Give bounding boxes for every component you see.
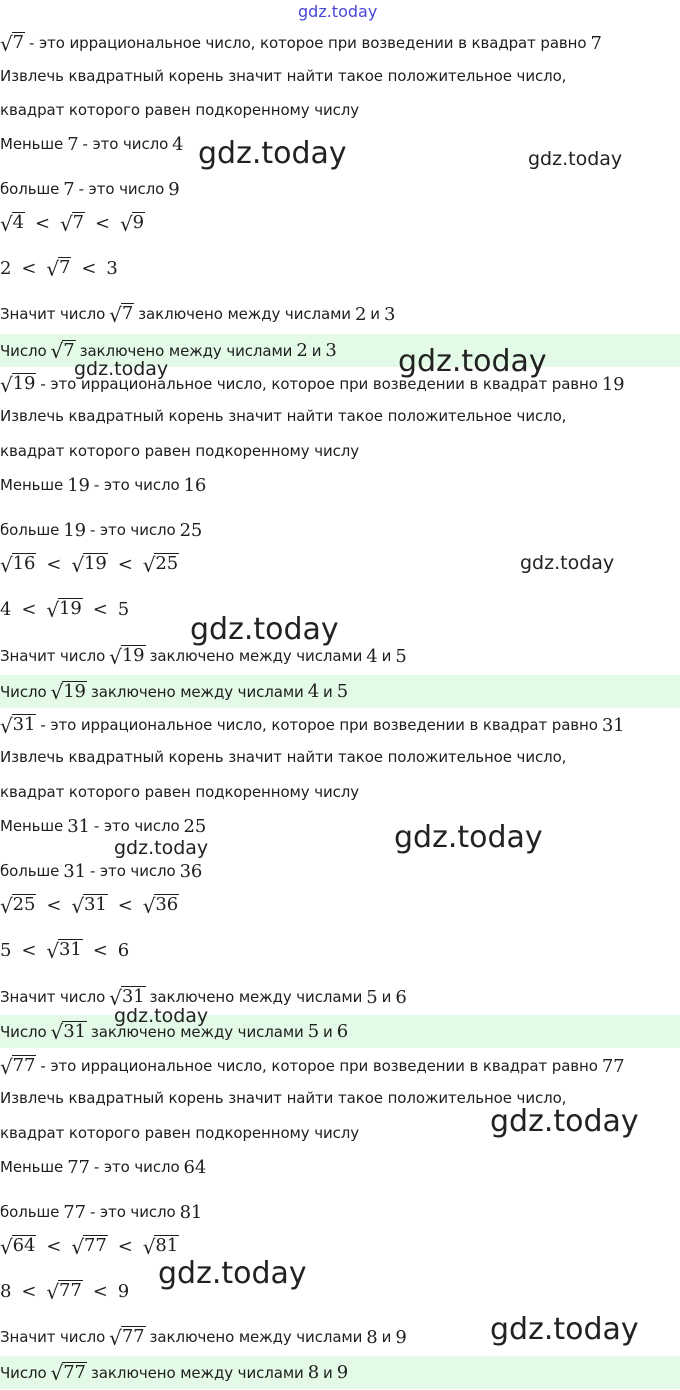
watermark: gdz.today bbox=[394, 820, 543, 855]
sqrt-inequality: √ 25 < √ 31 < √ 36 bbox=[0, 893, 179, 918]
watermark: gdz.today bbox=[198, 136, 347, 171]
intro-text: - это иррациональное число, которое при возведении в квадрат равно bbox=[29, 34, 587, 52]
watermark: gdz.today bbox=[490, 1312, 639, 1347]
watermark: gdz.today bbox=[398, 344, 547, 379]
rule-line: Извлечь квадратный корень значит найти такое положительное число, bbox=[0, 407, 567, 425]
conclusion-line: Значит число √ 7 заключено между числами 2 и 3 bbox=[0, 302, 396, 327]
less-line: Меньше 19 - это число 16 bbox=[0, 474, 207, 496]
more-line: больше 7 - это число 9 bbox=[0, 178, 180, 200]
watermark: gdz.today bbox=[298, 2, 378, 21]
conclusion-line: Значит число √ 31 заключено между числами 5 и 6 bbox=[0, 985, 407, 1010]
answer-line: Число √ 31 заключено между числами 5 и 6 bbox=[0, 1015, 680, 1048]
sqrt-inequality: √ 16 < √ 19 < √ 25 bbox=[0, 552, 179, 577]
watermark: gdz.today bbox=[158, 1256, 307, 1291]
integer-inequality: 2 < √ 7 < 3 bbox=[0, 256, 118, 281]
intro-line: √ 31 - это иррациональное число, которое при возведении в квадрат равно 31 bbox=[0, 713, 625, 738]
rule-line: квадрат которого равен подкоренному числу bbox=[0, 101, 360, 119]
rule-line: Извлечь квадратный корень значит найти такое положительное число, bbox=[0, 67, 567, 85]
integer-inequality: 4 < √ 19 < 5 bbox=[0, 597, 130, 622]
number: 7 bbox=[590, 32, 602, 54]
more-line: больше 19 - это число 25 bbox=[0, 519, 203, 541]
watermark: gdz.today bbox=[190, 612, 339, 647]
conclusion-line: Значит число √ 77 заключено между числами 8 и 9 bbox=[0, 1325, 407, 1350]
rule-line: Извлечь квадратный корень значит найти такое положительное число, bbox=[0, 748, 567, 766]
answer-line: Число √ 19 заключено между числами 4 и 5 bbox=[0, 675, 680, 708]
watermark: gdz.today bbox=[528, 148, 623, 170]
integer-inequality: 5 < √ 31 < 6 bbox=[0, 938, 130, 963]
more-line: больше 77 - это число 81 bbox=[0, 1201, 203, 1223]
intro-line: √ 77 - это иррациональное число, которое при возведении в квадрат равно 77 bbox=[0, 1054, 625, 1079]
rule-line: Извлечь квадратный корень значит найти такое положительное число, bbox=[0, 1089, 567, 1107]
less-line: Меньше 31 - это число 25 bbox=[0, 815, 207, 837]
watermark: gdz.today bbox=[114, 1005, 209, 1027]
rule-line: квадрат которого равен подкоренному числу bbox=[0, 442, 360, 460]
less-line: Меньше 77 - это число 64 bbox=[0, 1156, 207, 1178]
less-line: Меньше 7 - это число 4 bbox=[0, 133, 184, 155]
sqrt-inequality: √ 64 < √ 77 < √ 81 bbox=[0, 1234, 179, 1259]
watermark: gdz.today bbox=[490, 1104, 639, 1139]
watermark: gdz.today bbox=[520, 552, 615, 574]
intro-line bbox=[0, 27, 680, 59]
watermark: gdz.today bbox=[74, 358, 169, 380]
watermark: gdz.today bbox=[114, 837, 209, 859]
conclusion-line: Значит число √ 19 заключено между числами 4 и 5 bbox=[0, 644, 407, 669]
integer-inequality: 8 < √ 77 < 9 bbox=[0, 1279, 130, 1304]
rule-line: квадрат которого равен подкоренному числу bbox=[0, 1124, 360, 1142]
rule-line: квадрат которого равен подкоренному числу bbox=[0, 783, 360, 801]
sqrt-expression: √ 7 bbox=[0, 31, 25, 56]
answer-line: Число √ 7 заключено между числами 2 и 3 bbox=[0, 334, 680, 367]
sqrt-inequality: √ 4 < √ 7 < √ 9 bbox=[0, 211, 145, 236]
intro-line: √ 19 - это иррациональное число, которое при возведении в квадрат равно 19 bbox=[0, 372, 625, 397]
more-line: больше 31 - это число 36 bbox=[0, 860, 203, 882]
answer-line: Число √ 77 заключено между числами 8 и 9 bbox=[0, 1356, 680, 1389]
